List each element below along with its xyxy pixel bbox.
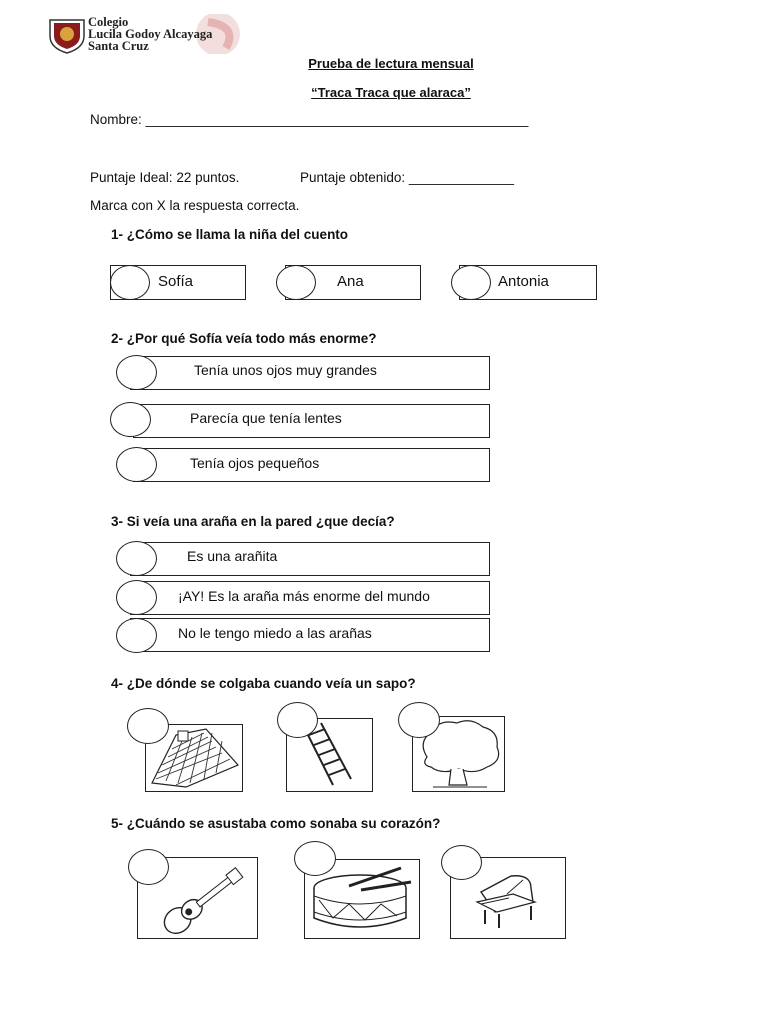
- school-line-1: Colegio: [88, 15, 129, 29]
- answer-circle-q4-a[interactable]: [127, 708, 169, 744]
- answer-circle-q3-a[interactable]: [116, 541, 157, 576]
- page-subtitle: “Traca Traca que alaraca”: [311, 85, 471, 100]
- option-label-q2-b: Parecía que tenía lentes: [190, 410, 342, 426]
- answer-circle-q5-b[interactable]: [294, 841, 336, 876]
- school-name: [88, 16, 212, 52]
- answer-circle-q1-a[interactable]: [110, 265, 150, 300]
- answer-circle-q2-c[interactable]: [116, 447, 157, 482]
- option-label-q2-a: Tenía unos ojos muy grandes: [194, 362, 377, 378]
- question-4: 4- ¿De dónde se colgaba cuando veía un sapo?: [111, 676, 416, 691]
- score-ideal: Puntaje Ideal: 22 puntos.: [90, 170, 240, 185]
- question-5: 5- ¿Cuándo se asustaba como sonaba su corazón?: [111, 816, 441, 831]
- answer-circle-q3-c[interactable]: [116, 618, 157, 653]
- answer-circle-q1-b[interactable]: [276, 265, 316, 300]
- question-1: 1- ¿Cómo se llama la niña del cuento: [111, 227, 349, 242]
- option-label-q1-b: Ana: [337, 273, 364, 290]
- option-box-q3-a[interactable]: [130, 542, 490, 576]
- question-3: 3- Si veía una araña en la pared ¿que decía?: [111, 514, 395, 529]
- instruction: Marca con X la respuesta correcta.: [90, 198, 300, 213]
- page-title: Prueba de lectura mensual: [308, 56, 474, 71]
- answer-circle-q4-c[interactable]: [398, 702, 440, 738]
- answer-circle-q3-b[interactable]: [116, 580, 157, 615]
- answer-circle-q2-a[interactable]: [116, 355, 157, 390]
- school-line-2: Lucila Godoy Alcayaga: [88, 27, 213, 41]
- question-2: 2- ¿Por qué Sofía veía todo más enorme?: [111, 331, 377, 346]
- answer-circle-q1-c[interactable]: [451, 265, 491, 300]
- answer-circle-q5-a[interactable]: [128, 849, 169, 885]
- option-label-q1-c: Antonia: [498, 273, 549, 290]
- option-label-q3-a: Es una arañita: [187, 548, 278, 564]
- option-label-q2-c: Tenía ojos pequeños: [190, 455, 320, 471]
- answer-circle-q5-c[interactable]: [441, 845, 482, 880]
- score-obtained-field[interactable]: Puntaje obtenido: ______________: [300, 170, 514, 185]
- answer-circle-q4-b[interactable]: [277, 702, 318, 738]
- option-label-q3-b: ¡AY! Es la araña más enorme del mundo: [178, 588, 430, 604]
- option-label-q1-a: Sofía: [158, 273, 194, 290]
- option-label-q3-c: No le tengo miedo a las arañas: [178, 625, 372, 641]
- school-line-3: Santa Cruz: [88, 39, 149, 53]
- answer-circle-q2-b[interactable]: [110, 402, 151, 437]
- name-field[interactable]: Nombre: ___________________________________________________: [90, 112, 529, 127]
